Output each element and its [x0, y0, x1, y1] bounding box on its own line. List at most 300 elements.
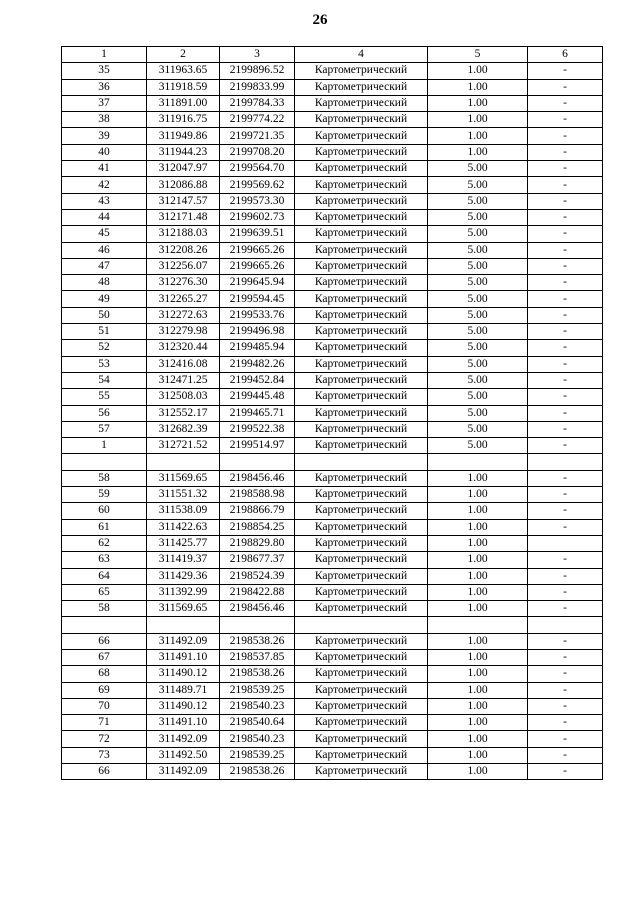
table-row [62, 682, 603, 698]
y-coordinate-cell: 2199784.33 [220, 95, 295, 111]
accuracy-cell: 1.00 [428, 666, 528, 682]
accuracy-cell [428, 454, 528, 470]
method-cell: Картометрический [295, 340, 428, 356]
x-coordinate-cell: 312471.25 [147, 372, 220, 388]
method-cell: Картометрический [295, 242, 428, 258]
table-row [62, 372, 603, 388]
table-row [62, 389, 603, 405]
method-cell [295, 454, 428, 470]
note-cell: - [528, 601, 603, 617]
accuracy-cell: 1.00 [428, 747, 528, 763]
accuracy-cell: 1.00 [428, 128, 528, 144]
table-row [62, 470, 603, 486]
accuracy-cell [428, 617, 528, 633]
y-coordinate-cell: 2199496.98 [220, 324, 295, 340]
method-cell: Картометрический [295, 535, 428, 551]
x-coordinate-cell: 311489.71 [147, 682, 220, 698]
table-body [62, 63, 603, 780]
note-cell: - [528, 63, 603, 79]
point-number-cell: 73 [62, 747, 147, 763]
note-cell: - [528, 487, 603, 503]
y-coordinate-cell: 2198588.98 [220, 487, 295, 503]
point-number-cell: 68 [62, 666, 147, 682]
point-number-cell: 46 [62, 242, 147, 258]
note-cell: - [528, 79, 603, 95]
note-cell [528, 454, 603, 470]
point-number-cell: 41 [62, 161, 147, 177]
method-cell: Картометрический [295, 503, 428, 519]
accuracy-cell: 1.00 [428, 470, 528, 486]
point-number-cell: 55 [62, 389, 147, 405]
accuracy-cell: 1.00 [428, 144, 528, 160]
y-coordinate-cell: 2199594.45 [220, 291, 295, 307]
table-row [62, 568, 603, 584]
accuracy-cell: 1.00 [428, 601, 528, 617]
method-cell: Картометрический [295, 747, 428, 763]
point-number-cell: 57 [62, 421, 147, 437]
point-number-cell: 39 [62, 128, 147, 144]
x-coordinate-cell: 312047.97 [147, 161, 220, 177]
note-cell: - [528, 226, 603, 242]
note-cell: - [528, 470, 603, 486]
accuracy-cell: 1.00 [428, 633, 528, 649]
y-coordinate-cell: 2199774.22 [220, 112, 295, 128]
method-cell: Картометрический [295, 519, 428, 535]
y-coordinate-cell: 2198538.26 [220, 666, 295, 682]
method-cell: Картометрический [295, 715, 428, 731]
table-row [62, 584, 603, 600]
method-cell: Картометрический [295, 95, 428, 111]
note-cell: - [528, 161, 603, 177]
method-cell: Картометрический [295, 731, 428, 747]
point-number-cell: 61 [62, 519, 147, 535]
point-number-cell: 69 [62, 682, 147, 698]
note-cell: - [528, 324, 603, 340]
x-coordinate-cell: 311551.32 [147, 487, 220, 503]
point-number-cell: 49 [62, 291, 147, 307]
y-coordinate-cell: 2199485.94 [220, 340, 295, 356]
method-cell [295, 617, 428, 633]
note-cell: - [528, 307, 603, 323]
method-cell: Картометрический [295, 649, 428, 665]
x-coordinate-cell: 312208.26 [147, 242, 220, 258]
point-number-cell: 52 [62, 340, 147, 356]
header-cell-1: 1 [62, 47, 147, 63]
method-cell: Картометрический [295, 698, 428, 714]
table-row [62, 764, 603, 780]
method-cell: Картометрический [295, 438, 428, 454]
table-row [62, 291, 603, 307]
note-cell: - [528, 144, 603, 160]
table-row [62, 209, 603, 225]
method-cell: Картометрический [295, 584, 428, 600]
y-coordinate-cell: 2198537.85 [220, 649, 295, 665]
y-coordinate-cell: 2199833.99 [220, 79, 295, 95]
table-row [62, 487, 603, 503]
method-cell: Картометрический [295, 258, 428, 274]
table-row [62, 112, 603, 128]
x-coordinate-cell: 311490.12 [147, 666, 220, 682]
x-coordinate-cell: 311492.50 [147, 747, 220, 763]
table-row [62, 666, 603, 682]
table-row [62, 193, 603, 209]
method-cell: Картометрический [295, 324, 428, 340]
table-row [62, 715, 603, 731]
x-coordinate-cell: 311492.09 [147, 764, 220, 780]
y-coordinate-cell: 2199573.30 [220, 193, 295, 209]
accuracy-cell: 5.00 [428, 372, 528, 388]
table-row [62, 242, 603, 258]
point-number-cell: 54 [62, 372, 147, 388]
y-coordinate-cell: 2198456.46 [220, 470, 295, 486]
y-coordinate-cell: 2198540.23 [220, 731, 295, 747]
table-row [62, 356, 603, 372]
method-cell: Картометрический [295, 79, 428, 95]
table-row [62, 161, 603, 177]
table-row [62, 177, 603, 193]
note-cell: - [528, 242, 603, 258]
method-cell: Картометрический [295, 144, 428, 160]
note-cell: - [528, 503, 603, 519]
accuracy-cell: 5.00 [428, 177, 528, 193]
y-coordinate-cell: 2199522.38 [220, 421, 295, 437]
note-cell: - [528, 389, 603, 405]
header-cell-4: 4 [295, 47, 428, 63]
y-coordinate-cell: 2199708.20 [220, 144, 295, 160]
x-coordinate-cell: 311491.10 [147, 649, 220, 665]
x-coordinate-cell: 312256.07 [147, 258, 220, 274]
accuracy-cell: 5.00 [428, 291, 528, 307]
point-number-cell: 53 [62, 356, 147, 372]
y-coordinate-cell: 2199665.26 [220, 258, 295, 274]
method-cell: Картометрический [295, 112, 428, 128]
accuracy-cell: 1.00 [428, 95, 528, 111]
x-coordinate-cell: 312279.98 [147, 324, 220, 340]
y-coordinate-cell: 2198829.80 [220, 535, 295, 551]
accuracy-cell: 1.00 [428, 682, 528, 698]
point-number-cell: 48 [62, 275, 147, 291]
y-coordinate-cell [220, 617, 295, 633]
table-row [62, 405, 603, 421]
accuracy-cell: 5.00 [428, 324, 528, 340]
accuracy-cell: 5.00 [428, 421, 528, 437]
point-number-cell: 38 [62, 112, 147, 128]
method-cell: Картометрический [295, 633, 428, 649]
table-row [62, 95, 603, 111]
note-cell: - [528, 340, 603, 356]
point-number-cell: 71 [62, 715, 147, 731]
point-number-cell: 70 [62, 698, 147, 714]
accuracy-cell: 5.00 [428, 356, 528, 372]
method-cell: Картометрический [295, 666, 428, 682]
accuracy-cell: 1.00 [428, 584, 528, 600]
header-cell-2: 2 [147, 47, 220, 63]
accuracy-cell: 1.00 [428, 649, 528, 665]
y-coordinate-cell: 2198524.39 [220, 568, 295, 584]
x-coordinate-cell: 311492.09 [147, 731, 220, 747]
accuracy-cell: 1.00 [428, 487, 528, 503]
note-cell: - [528, 372, 603, 388]
x-coordinate-cell: 312171.48 [147, 209, 220, 225]
point-number-cell [62, 617, 147, 633]
accuracy-cell: 1.00 [428, 63, 528, 79]
table-row [62, 731, 603, 747]
table-row [62, 649, 603, 665]
note-cell: - [528, 666, 603, 682]
note-cell: - [528, 649, 603, 665]
accuracy-cell: 1.00 [428, 731, 528, 747]
header-cell-6: 6 [528, 47, 603, 63]
table-row [62, 324, 603, 340]
x-coordinate-cell: 312320.44 [147, 340, 220, 356]
x-coordinate-cell: 311425.77 [147, 535, 220, 551]
point-number-cell: 65 [62, 584, 147, 600]
table-row [62, 307, 603, 323]
y-coordinate-cell: 2199721.35 [220, 128, 295, 144]
point-number-cell: 58 [62, 601, 147, 617]
y-coordinate-cell: 2198539.25 [220, 682, 295, 698]
accuracy-cell: 5.00 [428, 193, 528, 209]
point-number-cell: 66 [62, 633, 147, 649]
accuracy-cell: 1.00 [428, 535, 528, 551]
point-number-cell: 36 [62, 79, 147, 95]
method-cell: Картометрический [295, 193, 428, 209]
point-number-cell: 63 [62, 552, 147, 568]
accuracy-cell: 1.00 [428, 519, 528, 535]
point-number-cell: 37 [62, 95, 147, 111]
table-row [62, 421, 603, 437]
point-number-cell: 51 [62, 324, 147, 340]
accuracy-cell: 5.00 [428, 226, 528, 242]
y-coordinate-cell: 2199482.26 [220, 356, 295, 372]
accuracy-cell: 5.00 [428, 438, 528, 454]
note-cell: - [528, 193, 603, 209]
point-number-cell: 60 [62, 503, 147, 519]
x-coordinate-cell: 312721.52 [147, 438, 220, 454]
y-coordinate-cell: 2199569.62 [220, 177, 295, 193]
table-row [62, 633, 603, 649]
y-coordinate-cell: 2198538.26 [220, 764, 295, 780]
table-row [62, 63, 603, 79]
point-number-cell: 58 [62, 470, 147, 486]
point-number-cell: 67 [62, 649, 147, 665]
table-row [62, 601, 603, 617]
header-cell-3: 3 [220, 47, 295, 63]
x-coordinate-cell: 312682.39 [147, 421, 220, 437]
accuracy-cell: 1.00 [428, 568, 528, 584]
x-coordinate-cell: 312552.17 [147, 405, 220, 421]
point-number-cell: 40 [62, 144, 147, 160]
table-row [62, 438, 603, 454]
accuracy-cell: 1.00 [428, 715, 528, 731]
method-cell: Картометрический [295, 470, 428, 486]
accuracy-cell: 5.00 [428, 258, 528, 274]
point-number-cell: 35 [62, 63, 147, 79]
table-row [62, 79, 603, 95]
method-cell: Картометрический [295, 568, 428, 584]
y-coordinate-cell: 2198866.79 [220, 503, 295, 519]
table-header [62, 47, 603, 63]
x-coordinate-cell: 311392.99 [147, 584, 220, 600]
note-cell: - [528, 731, 603, 747]
y-coordinate-cell: 2198539.25 [220, 747, 295, 763]
method-cell: Картометрический [295, 421, 428, 437]
y-coordinate-cell: 2199602.73 [220, 209, 295, 225]
x-coordinate-cell: 312188.03 [147, 226, 220, 242]
accuracy-cell: 1.00 [428, 79, 528, 95]
x-coordinate-cell: 311422.63 [147, 519, 220, 535]
x-coordinate-cell: 311538.09 [147, 503, 220, 519]
y-coordinate-cell: 2198677.37 [220, 552, 295, 568]
table-row [62, 275, 603, 291]
y-coordinate-cell: 2198540.64 [220, 715, 295, 731]
method-cell: Картометрический [295, 601, 428, 617]
y-coordinate-cell: 2199465.71 [220, 405, 295, 421]
header-cell-5: 5 [428, 47, 528, 63]
method-cell: Картометрический [295, 552, 428, 568]
point-number-cell: 72 [62, 731, 147, 747]
x-coordinate-cell: 311490.12 [147, 698, 220, 714]
table-row [62, 617, 603, 633]
page-number: 26 [312, 12, 328, 28]
x-coordinate-cell: 311419.37 [147, 552, 220, 568]
table-row [62, 747, 603, 763]
x-coordinate-cell: 311963.65 [147, 63, 220, 79]
x-coordinate-cell: 312416.08 [147, 356, 220, 372]
method-cell: Картометрический [295, 405, 428, 421]
accuracy-cell: 1.00 [428, 552, 528, 568]
y-coordinate-cell: 2199896.52 [220, 63, 295, 79]
y-coordinate-cell: 2199645.94 [220, 275, 295, 291]
y-coordinate-cell: 2199533.76 [220, 307, 295, 323]
method-cell: Картометрический [295, 177, 428, 193]
x-coordinate-cell: 311944.23 [147, 144, 220, 160]
note-cell: - [528, 356, 603, 372]
method-cell: Картометрический [295, 209, 428, 225]
x-coordinate-cell [147, 617, 220, 633]
x-coordinate-cell: 311916.75 [147, 112, 220, 128]
x-coordinate-cell: 311569.65 [147, 470, 220, 486]
note-cell: - [528, 95, 603, 111]
y-coordinate-cell: 2199564.70 [220, 161, 295, 177]
table-row [62, 503, 603, 519]
point-number-cell: 56 [62, 405, 147, 421]
accuracy-cell: 5.00 [428, 405, 528, 421]
y-coordinate-cell: 2199639.51 [220, 226, 295, 242]
table-row [62, 226, 603, 242]
point-number-cell: 44 [62, 209, 147, 225]
table-row [62, 128, 603, 144]
accuracy-cell: 5.00 [428, 242, 528, 258]
x-coordinate-cell: 311891.00 [147, 95, 220, 111]
note-cell: - [528, 584, 603, 600]
table-row [62, 698, 603, 714]
method-cell: Картометрический [295, 682, 428, 698]
note-cell: - [528, 258, 603, 274]
point-number-cell: 42 [62, 177, 147, 193]
accuracy-cell: 1.00 [428, 503, 528, 519]
point-number-cell: 59 [62, 487, 147, 503]
table-row [62, 144, 603, 160]
note-cell: - [528, 764, 603, 780]
note-cell: - [528, 682, 603, 698]
x-coordinate-cell: 312276.30 [147, 275, 220, 291]
note-cell: - [528, 177, 603, 193]
note-cell: - [528, 209, 603, 225]
x-coordinate-cell: 311491.10 [147, 715, 220, 731]
y-coordinate-cell: 2198854.25 [220, 519, 295, 535]
point-number-cell: 50 [62, 307, 147, 323]
method-cell: Картометрический [295, 291, 428, 307]
note-cell: - [528, 128, 603, 144]
note-cell: - [528, 421, 603, 437]
point-number-cell: 45 [62, 226, 147, 242]
accuracy-cell: 5.00 [428, 275, 528, 291]
point-number-cell: 47 [62, 258, 147, 274]
note-cell: - [528, 112, 603, 128]
note-cell: - [528, 405, 603, 421]
x-coordinate-cell: 312272.63 [147, 307, 220, 323]
y-coordinate-cell: 2198456.46 [220, 601, 295, 617]
method-cell: Картометрический [295, 275, 428, 291]
note-cell: - [528, 698, 603, 714]
method-cell: Картометрический [295, 307, 428, 323]
x-coordinate-cell: 311949.86 [147, 128, 220, 144]
x-coordinate-cell: 312508.03 [147, 389, 220, 405]
note-cell: - [528, 275, 603, 291]
x-coordinate-cell: 312086.88 [147, 177, 220, 193]
accuracy-cell: 5.00 [428, 389, 528, 405]
x-coordinate-cell [147, 454, 220, 470]
x-coordinate-cell: 311569.65 [147, 601, 220, 617]
x-coordinate-cell: 311918.59 [147, 79, 220, 95]
note-cell: - [528, 633, 603, 649]
table-row [62, 535, 603, 551]
point-number-cell [62, 454, 147, 470]
x-coordinate-cell: 312147.57 [147, 193, 220, 209]
method-cell: Картометрический [295, 764, 428, 780]
point-number-cell: 62 [62, 535, 147, 551]
x-coordinate-cell: 312265.27 [147, 291, 220, 307]
point-number-cell: 1 [62, 438, 147, 454]
x-coordinate-cell: 311429.36 [147, 568, 220, 584]
y-coordinate-cell: 2199445.48 [220, 389, 295, 405]
note-cell [528, 617, 603, 633]
table-row [62, 340, 603, 356]
accuracy-cell: 5.00 [428, 161, 528, 177]
y-coordinate-cell: 2199514.97 [220, 438, 295, 454]
method-cell: Картометрический [295, 372, 428, 388]
method-cell: Картометрический [295, 161, 428, 177]
accuracy-cell: 5.00 [428, 209, 528, 225]
accuracy-cell: 1.00 [428, 698, 528, 714]
accuracy-cell: 5.00 [428, 307, 528, 323]
note-cell: - [528, 552, 603, 568]
method-cell: Картометрический [295, 487, 428, 503]
method-cell: Картометрический [295, 389, 428, 405]
method-cell: Картометрический [295, 226, 428, 242]
note-cell: - [528, 568, 603, 584]
table-row [62, 552, 603, 568]
y-coordinate-cell: 2198422.88 [220, 584, 295, 600]
y-coordinate-cell: 2199452.84 [220, 372, 295, 388]
point-number-cell: 66 [62, 764, 147, 780]
method-cell: Картометрический [295, 128, 428, 144]
y-coordinate-cell: 2198540.23 [220, 698, 295, 714]
note-cell: - [528, 519, 603, 535]
y-coordinate-cell: 2199665.26 [220, 242, 295, 258]
accuracy-cell: 5.00 [428, 340, 528, 356]
